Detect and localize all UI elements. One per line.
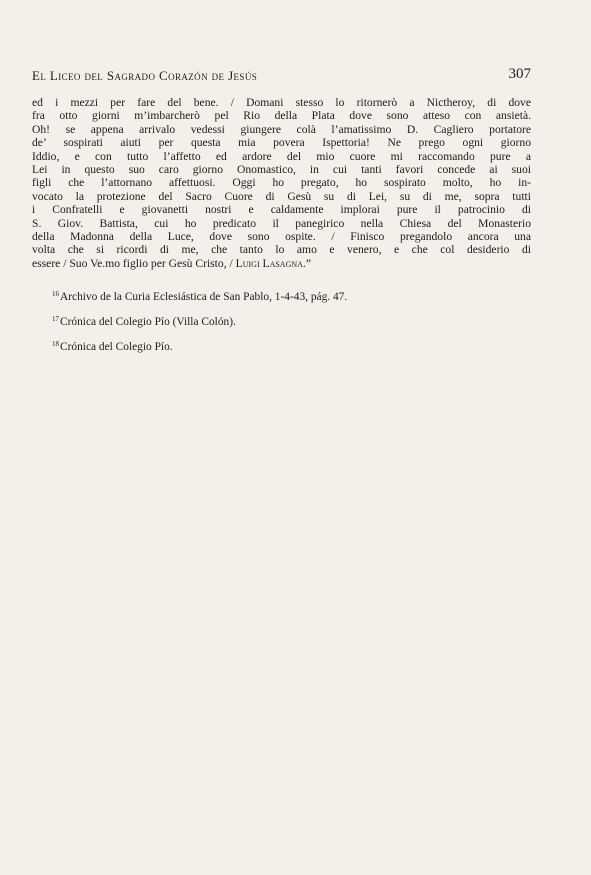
- running-title: El Liceo del Sagrado Corazón de Jesús: [32, 68, 258, 83]
- closing-text: essere / Suo Ve.mo figlio per Gesù Cristo, /: [32, 256, 233, 270]
- closing-line: [32, 257, 531, 270]
- text-line: fra otto giorni m’imbarcherò pel Rio della Plata dove sono atteso con ansietà.: [32, 109, 531, 123]
- letter-text: [32, 96, 531, 270]
- signature: Luigi Lasagna: [235, 256, 303, 270]
- text-line: Oh! se appena arrivalo vedessi giungere colà l’amatissimo D. Cagliero portatore: [32, 122, 531, 136]
- text-line: de’ sospirati aiuti per questa mia povera Ispettoria! Ne prego ogni giorno: [32, 136, 531, 150]
- closing-punct: .”: [302, 256, 311, 270]
- footnote-number: 16: [52, 290, 59, 298]
- text-line: della Madonna della Luce, dove sono ospite. / Finisco pregandolo ancora una: [32, 229, 531, 243]
- footnotes: [52, 290, 522, 365]
- text-line: ed i mezzi per fare del bene. / Domani stesso lo ritornerò a Nictheroy, di dove: [32, 96, 531, 109]
- footnote-number: 18: [52, 340, 59, 348]
- footnote-text: Crónica del Colegio Pío (Villa Colón).: [60, 316, 236, 328]
- footnote-number: 17: [52, 315, 59, 323]
- footnote-text: Crónica del Colegio Pío.: [60, 341, 173, 353]
- text-line: S. Giov. Battista, cui ho predicato il panegirico nella Chiesa del Monasterio: [32, 216, 531, 230]
- running-head: [32, 68, 531, 86]
- text-line: Iddio, e con tutto l’affetto ed ardore del mio cuore mi raccomando pure a: [32, 149, 531, 163]
- footnote: [52, 290, 522, 304]
- footnote: [52, 315, 522, 329]
- text-line: i Confratelli e giovanetti nostri e caldamente implorai pure il patrocinio di: [32, 203, 531, 217]
- text-line: volta che si ricordi di me, che tanto lo amo e venero, e che col desiderio di: [32, 243, 531, 257]
- text-line: vocato la protezione del Sacro Cuore di Gesù su di Lei, su di me, sopra tutti: [32, 189, 531, 203]
- footnote-text: Archivo de la Curia Eclesiástica de San Pablo, 1-4-43, pág. 47.: [60, 291, 348, 303]
- text-line: figli che l’attornano affettuosi. Oggi ho pregato, ho sospirato molto, ho in-: [32, 176, 531, 190]
- footnote: [52, 340, 522, 354]
- text-line: Lei in questo suo caro giorno Onomastico, in cui tanti favori concede ai suoi: [32, 162, 531, 176]
- page-number: 307: [508, 66, 531, 82]
